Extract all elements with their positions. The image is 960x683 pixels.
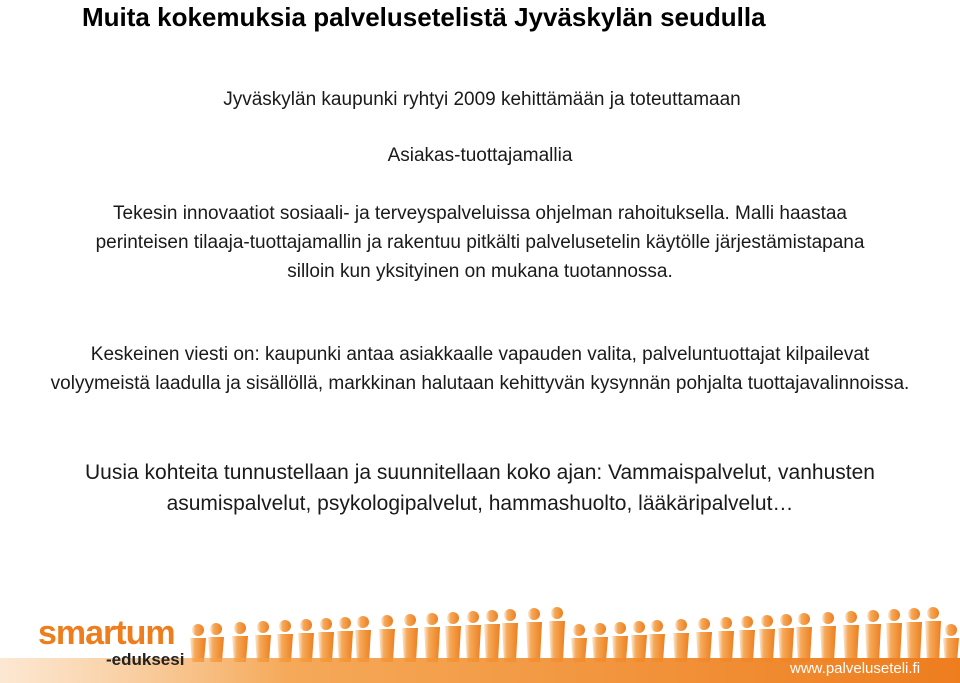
person-head (192, 624, 204, 636)
person-head (210, 623, 222, 635)
person-head (320, 618, 332, 630)
person-head (614, 622, 626, 634)
person-head (404, 614, 416, 626)
person-head (486, 610, 498, 622)
person-body (355, 630, 371, 662)
person-head (528, 608, 540, 620)
model-name (80, 141, 880, 170)
person-head (551, 607, 563, 619)
person-head (698, 618, 710, 630)
person-head (633, 621, 645, 633)
person-body (526, 622, 542, 662)
person-body (502, 623, 518, 662)
person-body (298, 633, 314, 662)
person-head (279, 620, 291, 632)
tekes-paragraph: Tekesin innovaatiot sosiaali- ja terveyspalveluissa ohjelman rahoituksella. Malli haastaa perinteisen tilaaja-tuottajamallin ja rakentuu pitkälti palvelusetelin käytölle järjestämistapana silloin kun yksityinen on mukana tuotannossa. (95, 203, 865, 282)
person-head (741, 616, 753, 628)
person-head (780, 614, 792, 626)
model-name-text: Asiakas-tuottajamallia (387, 145, 573, 166)
person-body (925, 621, 941, 662)
person-head (867, 610, 879, 622)
person-body (886, 623, 902, 662)
person-head (573, 624, 585, 636)
person-body (337, 631, 353, 662)
person-head (357, 616, 369, 628)
person-body (796, 627, 812, 662)
person-head (675, 619, 687, 631)
new-targets-paragraph: Uusia kohteita tunnustellaan ja suunnitellaan koko ajan: Vammaispalvelut, vanhusten asumispalvelut, psykologipalvelut, hammashuolto, lääkäripalvelut… (85, 461, 875, 515)
person-body (631, 635, 647, 662)
person-body (277, 634, 293, 662)
person-head (234, 622, 246, 634)
person-body (820, 626, 836, 662)
person-body (379, 629, 395, 662)
person-body (778, 628, 794, 662)
person-head (467, 611, 479, 623)
person-head (257, 621, 269, 633)
person-body (484, 624, 500, 662)
person-head (822, 612, 834, 624)
person-body (402, 628, 418, 662)
person-head (888, 609, 900, 621)
person-head (798, 613, 810, 625)
person-head (845, 611, 857, 623)
person-head (720, 617, 732, 629)
logo-tagline: -eduksesi (106, 650, 185, 669)
footer-banner (0, 598, 960, 683)
person-body (549, 621, 565, 662)
person-head (300, 619, 312, 631)
person-head (339, 617, 351, 629)
person-head (504, 609, 516, 621)
person-head (927, 607, 939, 619)
person-body (445, 626, 461, 662)
person-head (426, 613, 438, 625)
person-body (424, 627, 440, 662)
person-head (945, 624, 957, 636)
person-head (761, 615, 773, 627)
person-body (865, 624, 881, 662)
person-body (649, 634, 665, 662)
person-head (447, 612, 459, 624)
person-head (651, 620, 663, 632)
person-body (465, 625, 481, 662)
person-body (696, 632, 712, 662)
key-message-paragraph: Keskeinen viesti on: kaupunki antaa asiakkaalle vapauden valita, palveluntuottajat kilpailevat volyymeistä laadulla ja sisällöllä, markkinan halutaan kehittyvän kysynnän pohjalta tuottajavalinnoissa. (50, 344, 910, 394)
slide-title: Muita kokemuksia palvelusetelistä Jyväskylän seudulla (82, 2, 766, 32)
person-body (673, 633, 689, 662)
website-url[interactable]: www.palveluseteli.fi (790, 660, 921, 677)
person-body (906, 622, 922, 662)
person-body (255, 635, 271, 662)
person-head (908, 608, 920, 620)
person-body (318, 632, 334, 662)
logo-wordmark: smartum (38, 614, 175, 652)
person-head (381, 615, 393, 627)
person-body (718, 631, 734, 662)
person-body (759, 629, 775, 662)
smartum-logo (38, 614, 188, 674)
person-body (843, 625, 859, 662)
intro-text: Jyväskylän kaupunki ryhtyi 2009 kehittämään ja toteuttamaan (223, 89, 741, 110)
person-head (594, 623, 606, 635)
person-body (739, 630, 755, 662)
